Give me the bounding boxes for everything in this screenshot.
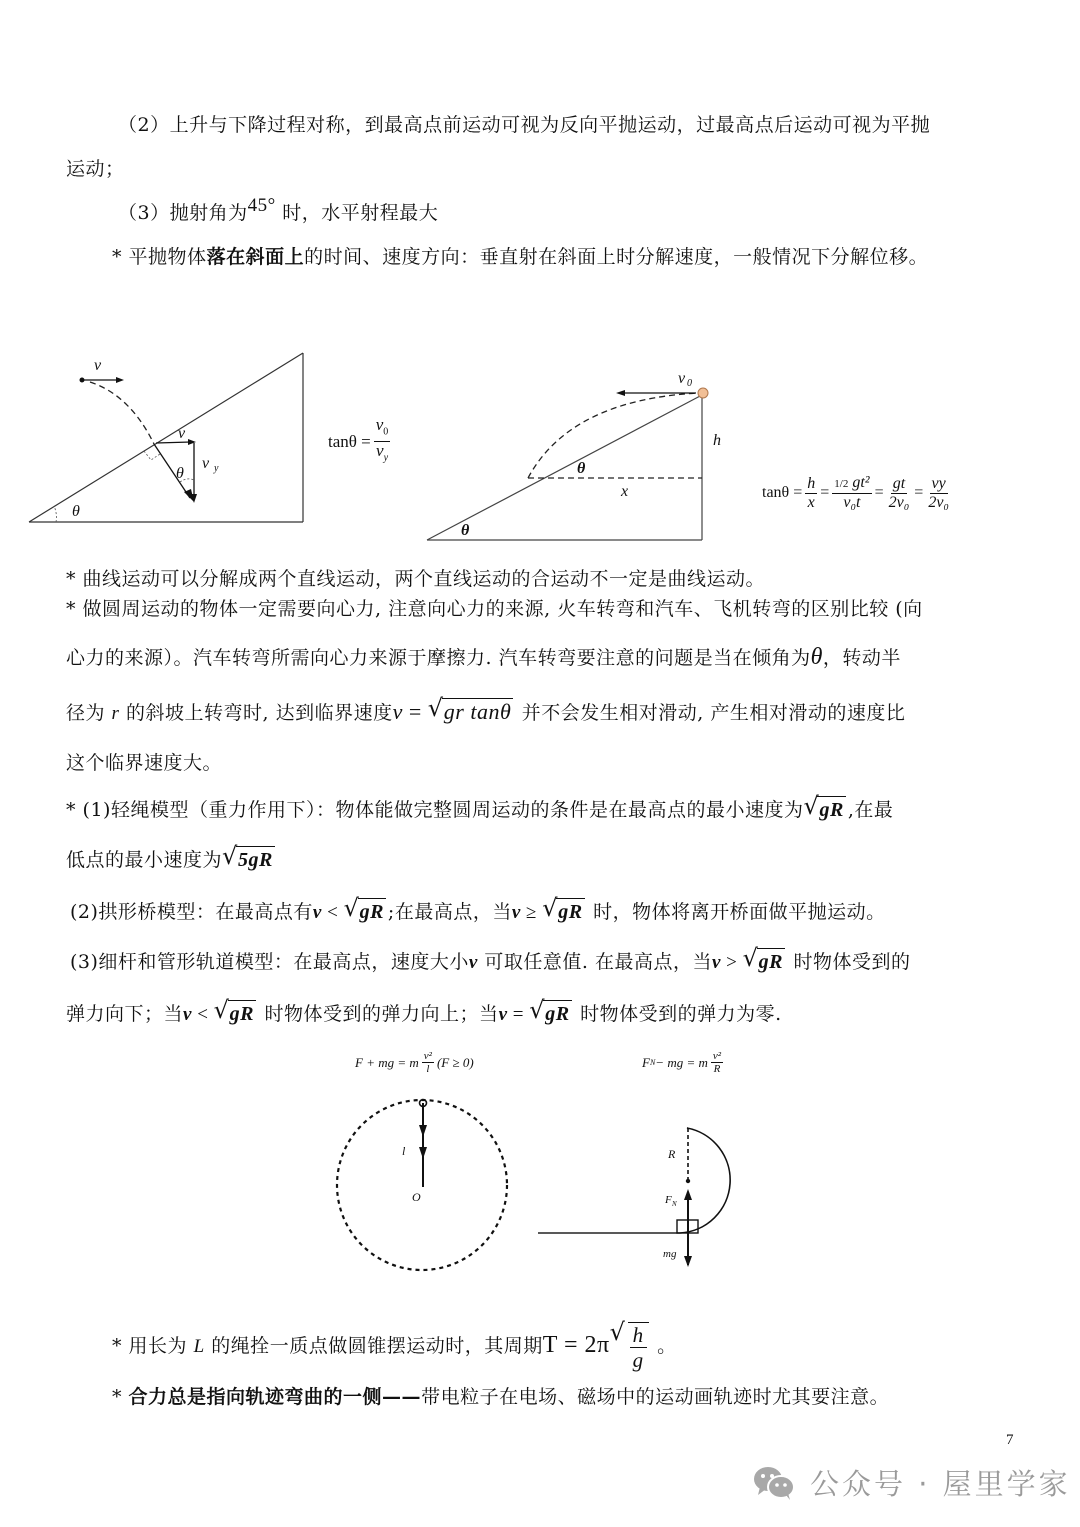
sqrt-5gR	[222, 846, 275, 873]
radicand: gR	[228, 1000, 256, 1027]
paragraph-2-symmetry	[118, 112, 930, 138]
label-h: h	[713, 432, 721, 449]
equation-lhs: tanθ =	[328, 431, 371, 451]
denominator: x	[807, 493, 815, 511]
text: 心力的来源）。汽车转弯所需向心力来源于摩擦力. 汽车转弯要注意的问题是当在倾角为	[66, 647, 811, 669]
math-period: T = 2π	[542, 1332, 610, 1358]
paragraph-conical-pendulum	[112, 1322, 677, 1372]
denominator: v	[376, 441, 384, 461]
text: 时物体受到的弹力向上；当	[258, 1003, 499, 1025]
text: 时物体受到的	[786, 951, 911, 973]
denominator: R	[713, 1063, 721, 1075]
fraction-v2-l	[422, 1050, 434, 1075]
paragraph-rod-tube-model-line1	[70, 948, 911, 976]
text: （2）上升与下降过程对称，到最高点前运动可视为反向平抛运动，过最高点后运动可视为平抛	[118, 114, 931, 136]
paragraph-2-continuation	[66, 156, 125, 182]
math-v: v	[511, 902, 521, 923]
paragraph-3-angle	[118, 195, 439, 227]
denominator: v₀t	[843, 494, 861, 511]
sqrt-gR	[743, 948, 785, 975]
paragraph-centripetal-line1	[66, 596, 923, 622]
wechat-icon	[752, 1465, 796, 1501]
label-x: x	[621, 483, 629, 500]
label-theta-lower: θ	[461, 522, 470, 539]
label-FN: F	[665, 1194, 672, 1206]
text: ，转动半	[822, 647, 901, 669]
math-lt: <	[191, 1004, 214, 1025]
math-equals: =	[507, 1004, 530, 1025]
math-v: v	[312, 902, 322, 923]
text: 。	[650, 1335, 677, 1357]
label-mg: mg	[663, 1248, 677, 1260]
text: 这个临界速度大。	[66, 752, 223, 774]
bullet: *	[112, 246, 129, 268]
figure-incline-displacement	[420, 355, 720, 550]
equation-rope-top	[355, 1050, 474, 1075]
numerator: vy	[931, 474, 946, 492]
denominator: l	[426, 1063, 430, 1075]
text: ;在最高点，当	[387, 901, 512, 923]
numerator: gt	[892, 474, 906, 492]
half: 1/2	[834, 478, 849, 490]
math-v: v	[498, 1004, 508, 1025]
denominator: g	[632, 1348, 644, 1372]
label-v-initial: v	[94, 357, 102, 374]
paragraph-net-force-direction	[112, 1384, 889, 1410]
text: (2)拱形桥模型：在最高点有	[70, 901, 313, 923]
numerator: v	[375, 415, 384, 434]
label-vy-subscript: y	[214, 463, 219, 474]
subscript: 0	[383, 426, 389, 438]
watermark	[752, 1462, 1071, 1503]
paragraph-arch-bridge-model	[70, 898, 886, 926]
equation-track-bottom	[642, 1050, 726, 1075]
equation-tan-theta-displacement	[762, 474, 954, 512]
label-v-horizontal: v	[178, 425, 186, 442]
math-equals: =	[402, 699, 428, 724]
paragraph-curvilinear-motion	[66, 566, 765, 592]
equals: =	[874, 484, 884, 501]
math-v: v	[711, 952, 721, 973]
label-vy: v	[202, 455, 210, 472]
radicand: gR	[817, 796, 845, 823]
math-r: r	[111, 703, 120, 724]
text: 平抛物体	[128, 246, 207, 268]
math-v: v	[468, 952, 478, 973]
text: 并不会发生相对滑动, 产生相对滑动的速度比	[515, 702, 906, 724]
math-gt: >	[720, 952, 743, 973]
text: ,在最	[847, 799, 894, 821]
label-v0-subscript: 0	[687, 378, 692, 389]
math-theta: θ	[810, 644, 823, 670]
paragraph-centripetal-line4	[66, 750, 222, 776]
equation-lhs: F	[642, 1054, 650, 1070]
paragraph-incline-projectile	[112, 244, 928, 270]
fraction-vy-2v0	[926, 475, 951, 512]
radicand: gR	[543, 1000, 571, 1027]
text: (3)细杆和管形轨道模型：在最高点，速度大小	[70, 951, 469, 973]
math-ge: ≥	[520, 902, 543, 923]
label-theta-incline: θ	[72, 503, 80, 520]
denominator: 2v₀	[928, 493, 949, 511]
sqrt-gR	[529, 1000, 571, 1027]
numerator: v²	[423, 1050, 432, 1062]
fraction-v2-R	[711, 1050, 723, 1075]
paragraph-centripetal-line2	[66, 644, 901, 671]
numerator: v²	[712, 1050, 722, 1062]
text: 带电粒子在电场、磁场中的运动画轨迹时尤其要注意。	[421, 1386, 890, 1408]
text: 的绳拴一质点做圆锥摆运动时，其周期	[204, 1335, 543, 1357]
label-FN-subscript: N	[672, 1200, 677, 1208]
sqrt-gR	[803, 796, 845, 823]
label-l: l	[402, 1144, 406, 1158]
math-lt: <	[321, 902, 344, 923]
radicand: gR	[556, 898, 584, 925]
fraction-gt-2v0	[887, 475, 912, 512]
figure-track-loop	[535, 1120, 755, 1270]
emphasis-text: 落在斜面上	[206, 246, 305, 268]
figure-rope-circle	[335, 1095, 515, 1280]
text: * 用长为	[112, 1335, 194, 1357]
radicand: gR	[358, 898, 386, 925]
text: 可取任意值. 在最高点，当	[477, 951, 712, 973]
label-O: O	[412, 1190, 421, 1204]
radicand: gR	[757, 948, 785, 975]
text: 的时间、速度方向：垂直射在斜面上时分解速度，一般情况下分解位移。	[304, 246, 929, 268]
paragraph-rod-tube-model-line2	[66, 1000, 782, 1028]
equation-tan-theta-v0-vy	[328, 416, 393, 468]
subscript: y	[383, 452, 389, 464]
text: 弹力向下；当	[66, 1003, 184, 1025]
page-number: 7	[1006, 1432, 1014, 1448]
equation-lhs: tanθ =	[762, 484, 803, 501]
bullet: *	[112, 1386, 129, 1408]
text: * (1)轻绳模型（重力作用下）：物体能做完整圆周运动的条件是在最高点的最小速度为	[66, 799, 804, 821]
sqrt-gR	[214, 1000, 256, 1027]
denominator: 2v₀	[888, 493, 910, 511]
fraction	[374, 416, 391, 468]
text: 运动；	[66, 158, 125, 180]
equation-mid: − mg = m	[655, 1054, 708, 1070]
numerator: gt²	[852, 474, 870, 491]
paragraph-rope-model-line1	[66, 796, 893, 823]
text: 时，水平射程最大	[275, 202, 439, 224]
text: * 曲线运动可以分解成两个直线运动，两个直线运动的合运动不一定是曲线运动。	[66, 568, 766, 590]
fraction-h-x	[805, 475, 817, 512]
label-v0: v	[678, 370, 686, 387]
angle-value: 45°	[247, 195, 276, 216]
sqrt-h-over-g	[610, 1322, 649, 1372]
text: 的斜坡上转弯时, 达到临界速度	[119, 702, 393, 724]
equals: =	[820, 484, 830, 501]
equation-lhs: F + mg = m	[355, 1054, 419, 1070]
text: 低点的最小速度为	[66, 849, 223, 871]
math-v: v	[392, 699, 403, 724]
fraction-half-gt2	[832, 474, 871, 512]
condition: (F ≥ 0)	[436, 1054, 474, 1070]
radicand: gr tanθ	[443, 699, 512, 724]
sqrt-critical-speed	[428, 698, 513, 725]
text: 径为	[66, 702, 112, 724]
label-theta-upper: θ	[577, 460, 586, 477]
emphasis-text: 合力总是指向轨迹弯曲的一侧——	[128, 1386, 422, 1408]
sqrt-gR	[344, 898, 386, 925]
equals: =	[914, 484, 924, 501]
numerator: √ h	[630, 1323, 647, 1348]
text: 时，物体将离开桥面做平抛运动。	[586, 901, 886, 923]
subscript: N	[649, 1058, 656, 1067]
text: * 做圆周运动的物体一定需要向心力, 注意向心力的来源, 火车转弯和汽车、飞机转弯的区别比较 (向	[66, 598, 923, 620]
paragraph-rope-model-line2	[66, 846, 277, 873]
numerator: h	[807, 474, 816, 492]
watermark-text: 公众号 · 屋里学家	[810, 1467, 1071, 1501]
math-v: v	[183, 1004, 192, 1025]
paragraph-centripetal-line3	[66, 698, 905, 727]
sqrt-gR	[542, 898, 584, 925]
label-theta-velocity: θ	[176, 465, 184, 482]
math-L: L	[193, 1336, 205, 1357]
label-R: R	[668, 1147, 676, 1161]
text: （3）抛射角为	[118, 202, 248, 224]
radicand: 5gR	[236, 846, 275, 873]
text: 时物体受到的弹力为零.	[573, 1003, 782, 1025]
